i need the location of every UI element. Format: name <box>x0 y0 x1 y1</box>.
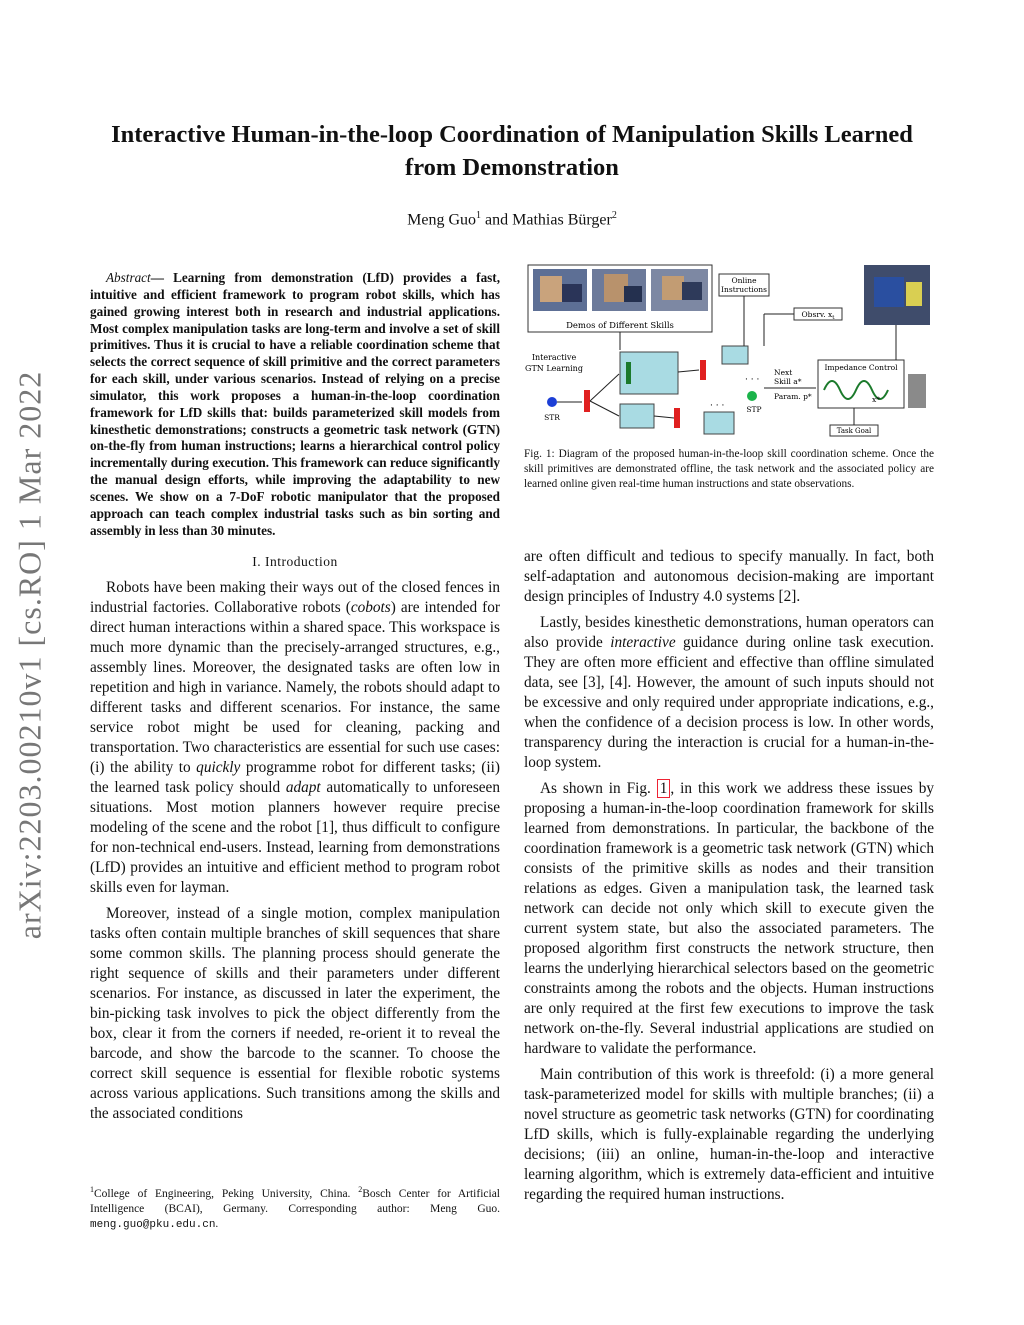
footnote-mark-2: 2 <box>358 1185 363 1194</box>
str-node <box>547 397 557 407</box>
right-paragraph-1: are often difficult and tedious to specify manually. In fact, both self-adaptation and autonomous decision-making are important design principles of Industry 4.0 systems [2]. <box>524 548 934 605</box>
dots-1: · · · <box>745 375 760 385</box>
param-label: Param. p* <box>774 392 812 401</box>
stp-label: STP <box>746 405 762 414</box>
skill-cluster-2 <box>620 404 654 428</box>
dots-2: · · · <box>710 401 725 411</box>
text-run: As shown in Fig. <box>540 780 657 797</box>
text-run: ) are intended for direct human interactions within a shared space. This workspace is much more dynamic than the precisely-arranged structures, e.g., assembly lines. Moreover, the designated tasks are often low in repetition and high in variance. Namely, the robots should adapt to different tasks and different scenarios. For instance, the same service robot might be used for cleaning, packing and transportation. Two characteristics are essential for such use cases: (i) the ability to <box>90 598 501 776</box>
robot-arm-icon <box>908 374 926 408</box>
abstract-label: Abstract <box>106 270 151 285</box>
footnote-end: . <box>215 1217 219 1230</box>
emphasis-quickly: quickly <box>196 758 241 776</box>
task-goal-label: Task Goal <box>836 427 872 435</box>
text-run: Lastly, besides kinesthetic demonstrations, human operators can also provide <box>524 614 934 651</box>
online-instructions-line-2: Instructions <box>721 285 767 294</box>
selector-node-1 <box>584 390 590 412</box>
right-paragraph-3 <box>524 779 934 1059</box>
observation-label: Obsrv. x <box>801 310 833 319</box>
author-line <box>90 210 934 229</box>
intro-paragraph-1 <box>90 578 500 898</box>
author-email: meng.guo@pku.edu.cn <box>90 1218 216 1231</box>
abstract <box>90 270 500 540</box>
affiliation-footnote <box>90 1182 500 1233</box>
author-1: Meng Guo <box>407 211 477 229</box>
author-1-affil: 1 <box>476 210 482 221</box>
next-skill-line-1: Next <box>774 368 793 377</box>
text-run: guidance during online task execution. They are often more efficient and effective than offline simulated data, see [3], [4]. However, the amount of such inputs should not be excessive and only required under appropriate indications, e.g., when the confidence of a decision process is low. In other words, transparency during the interaction is crucial for a human-in-the-loop system. <box>524 634 934 771</box>
text-run: programme robot for different tasks; (ii) the learned task policy should <box>90 758 500 796</box>
emphasis-cobots: cobots <box>350 598 391 616</box>
selector-node-2 <box>700 360 706 380</box>
author-and: and <box>481 211 513 229</box>
xstar-label: x* <box>872 395 880 404</box>
gtn-label-1: Interactive <box>531 353 577 362</box>
svg-text:Obsrv. xt <box>802 310 836 321</box>
arxiv-sidebar <box>10 355 50 955</box>
right-paragraph-4: Main contribution of this work is threefold: (i) a more general task-parameterized model for skills with multiple branches; (ii) a novel structure as geometric task networks (GTN) for coordinating LfD skills, which is fully-explainable regarding the underlying decisions; (iii) an online, human-in-the-loop and interactive learning algorithm, which is extremely data-efficient and intuitive regarding the required human instructions. <box>524 1066 934 1203</box>
text-run: automatically to unforeseen situations. Most motion planners however require precise modeling of the scene and the robot [1], thus difficult to configure for non-technical end-users. Instead, learning from demonstrations (LfD) provides an intuitive and efficient method to program robot skills even for layman. <box>90 778 500 896</box>
left-column <box>90 270 500 1130</box>
emphasis-interactive: interactive <box>610 634 676 651</box>
intro-paragraph-2: Moreover, instead of a single motion, complex manipulation tasks often contain multiple branches of skill sequences that share some common skills. The planning process should generate the right sequence of skills and their parameters under different scenarios. For instance, as discussed in later the experiment, the bin-picking task involves to pick the object differently from the box, clear it from the corners if needed, re-orient it to reveal the barcode, and show the barcode to the scanner. To choose the correct skill sequence is essential for flexible robotic systems across various applications. Such transitions among the skills and the associated conditions <box>90 904 500 1122</box>
section-heading-introduction: I. Introduction <box>252 553 338 569</box>
footnote-mark-1: 1 <box>90 1185 94 1194</box>
paper-title: Interactive Human-in-the-loop Coordination of Manipulation Skills Learned from Demonstration <box>111 121 913 181</box>
next-skill-line-2: Skill a* <box>774 377 802 386</box>
text-run: Robots have been making their ways out of the closed fences in industrial factories. Collaborative robots ( <box>90 578 500 616</box>
figure-1-caption: Fig. 1: Diagram of the proposed human-in-the-loop skill coordination scheme. Once the skill primitives are demonstrated offline, the task network and the associated policy are learned online given real-time human instructions and state observations. <box>524 448 934 490</box>
skill-cluster-3 <box>722 346 748 364</box>
footnote-text-1: College of Engineering, Peking University, China. <box>94 1187 359 1200</box>
text-run: , in this work we address these issues by proposing a human-in-the-loop coordination framework for skills learned from demonstrations. In particular, the backbone of the coordination framework is a geometric task network (GTN) which consists of the primitive skills as nodes and their transition relations as edges. Given a manipulation task, the learned task network can decide not only which skill to execute given the current system state, but also the associated parameters. The proposed algorithm first constructs the network structure, then learns the underlying hierarchical selectors based on the geometric constraints among the robots and the objects. Human instructions are only required at the first few executions to improve the task network on-the-fly. Several industrial applications are studied on hardware to validate the performance. <box>524 780 934 1057</box>
skill-cluster-4 <box>704 412 734 434</box>
observation-subscript: t <box>832 315 835 321</box>
figure-1-diagram <box>524 262 934 442</box>
demos-label: Demos of Different Skills <box>566 321 674 331</box>
author-2-affil: 2 <box>611 210 617 221</box>
str-label: STR <box>544 413 560 422</box>
arxiv-id: arXiv:2203.00210v1 [cs.RO] 1 Mar 2022 <box>11 370 48 940</box>
gtn-label-2: GTN Learning <box>525 364 583 373</box>
right-column <box>524 547 934 1211</box>
online-instructions-line-1: Online <box>731 276 757 285</box>
right-paragraph-2 <box>524 613 934 773</box>
emphasis-adapt: adapt <box>285 778 321 796</box>
footnote-text-2: Bosch Center for Artificial Intelligence (BCAI), Germany. Corresponding author: Meng Guo. <box>90 1187 500 1215</box>
figure-reference-link[interactable]: 1 <box>657 779 671 798</box>
abstract-text: — Learning from demonstration (LfD) provides a fast, intuitive and efficient framework to program robot skills, which has gained growing interest both in research and industrial applications. Most complex manipulation tasks are long-term and involve a set of skill primitives. Thus it is crucial to have a reliable coordination scheme that selects the correct sequence of skill primitive and the correct parameters for each skill, under various scenarios. Instead of relying on a precise simulator, this work proposes a human-in-the-loop coordination framework for LfD skills that: builds parameterized skill models from kinesthetic demonstrations; constructs a geometric task network (GTN) on-the-fly from human instructions; learns a hierarchical control policy incrementally during execution. This framework can reduce significantly the manual design efforts, while improving the adaptability to new scenes. We show on a 7-DoF robotic manipulator that the proposed approach can teach complex industrial tasks such as bin sorting and assembly in less than 30 minutes. <box>90 270 500 538</box>
impedance-label: Impedance Control <box>824 363 898 372</box>
author-2: Mathias Bürger <box>512 211 612 229</box>
stp-node <box>747 391 757 401</box>
selector-node-3 <box>674 408 680 428</box>
